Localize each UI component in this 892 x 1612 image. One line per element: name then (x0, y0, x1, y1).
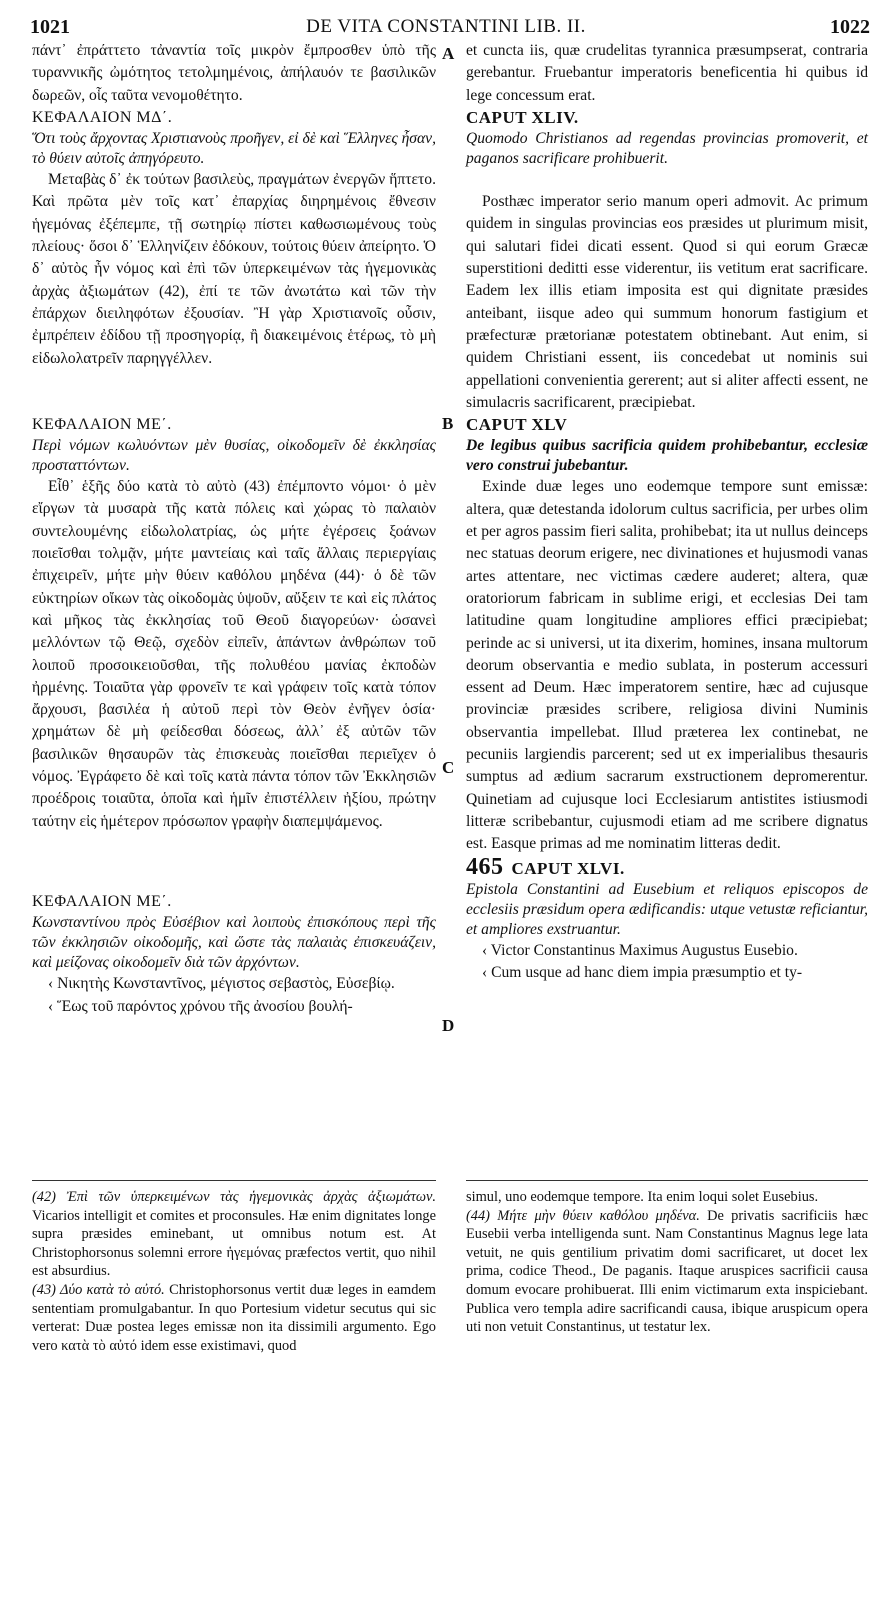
greek-chapter-44-text: Μεταβὰς δ᾽ ἐκ τούτων βασιλεὺς, πραγμάτων ἐνεργῶν ἥπτετο. Καὶ πρῶτα μὲν τοῖς κατ᾽ ἐπαρχίας διηρημένοις ἔθνεσιν ἡγεμόνας ἐξέπεμπε, τῇ σωτηρίῳ πίστει καθωσιωμένους τοὺς πλείους· ὅσοι δ᾽ Ἑλληνίζειν ἐδόκουν, τούτοις θύειν ἀπείρητο. Ὁ δ᾽ αὐτὸς ἦν νόμος καὶ ἐπὶ τῶν ὑπερκειμένων τὰς ἡγεμονικὰς ἀρχὰς ἀξιωμάτων (42), ἐπί τε τῶν ἀνωτάτω καὶ τῶν τὴν ἐπάρχων διειληφότων ἐξουσίαν. Ἢ γὰρ Χριστιανοῖς οὖσιν, ἐμπρέπειν ἐδίδου τῇ προσηγορίᾳ, ἢ διακειμένοις ἑτέρως, τὸ μὴ εἰδωλολατρεῖν παρηγγέλλεν. (32, 171, 436, 367)
margin-letter-b: B (442, 414, 454, 433)
page-number-right: 1022 (830, 16, 870, 38)
latin-chapter-45-title: CAPUT XLV (466, 415, 568, 435)
greek-chapter-45-summary: Περὶ νόμων κωλυόντων μὲν θυσίας, οἰκοδομεῖν δὲ ἐκκλησίας προσταττόντων. (32, 437, 436, 475)
greek-chapter-45-title: ΚΕΦΑΛΑΙΟΝ ΜΕ΄. (32, 415, 172, 433)
footnote-43-text: Christophorsonus vertit duæ leges in eamdem sententiam promulgabantur. In quo Portesium videtur secutus qui sic verterat: Duæ postea leges emissæ non ita dissimili argumento. Ego vero κατὰ τὸ αὐτό idem esse existimavi, quod (32, 1281, 436, 1354)
greek-chapter-46-summary: Κωνσταντίνου πρὸς Εὐσέβιον καὶ λοιποὺς ἐπισκόπους περὶ τῆς τῶν ἐκκλησιῶν οἰκοδομῆς, καὶ ὥστε τὰς παλαιὰς ἐπισκευάζειν, καὶ μείζονας οἰκοδομεῖν διὰ τῶν ἀρχόντων. (32, 914, 436, 972)
greek-letter-salutation: ‹ Νικητὴς Κωνσταντῖνος, μέγιστος σεβαστὸς, Εὐσεβίῳ. (48, 975, 395, 993)
column-number-465: 465 (466, 853, 504, 880)
page-number-left: 1021 (30, 16, 70, 38)
latin-chapter-46-summary: Epistola Constantini ad Eusebium et reliquos episcopos de ecclesiis præsidum opera ædificandis: utque vetustæ reficiantur, et ampliores exstruantur. (466, 880, 868, 938)
greek-chapter-44-summary: Ὅτι τοὺς ἄρχοντας Χριστιανοὺς προῆγεν, εἰ δὲ καὶ Ἕλληνες ἦσαν, τὸ θύειν αὐτοῖς ἀπηγόρευτο. (32, 130, 436, 168)
latin-chapter-46-heading (466, 853, 868, 880)
footnote-42-lemma: (42) Ἐπὶ τῶν ὑπερκειμένων τὰς ἡγεμονικὰς ἀρχὰς ἀξιωμάτων. (32, 1189, 436, 1205)
greek-chapter-45-text: Εἶθ᾽ ἑξῆς δύο κατὰ τὸ αὐτὸ (43) ἐπέμποντο νόμοι· ὁ μὲν εἴργων τὰ μυσαρὰ τῆς κατὰ πόλεις καὶ χώρας τὸ παλαιὸν συντελουμένης εἰδωλολατρίας, ὡς μήτε ἐγέρσεις ξοάνων ποιεῖσθαι τολμᾷν, μήτε μαντείαις καὶ ταῖς ἄλλαις περιεργίαις ἐπιχειρεῖν, μήτε μὴν θύειν καθόλου μηδένα (44)· ὁ δὲ τῶν εὐκτηρίων οἴκων τὰς οἰκοδομὰς ὑψοῦν, αὔξειν τε καὶ εἰς πλάτος καὶ μῆκος τὰς ἐκκλησίας τοῦ Θεοῦ διαγορεύων· ὡσανεὶ μελλόντων τῷ Θεῷ, σχεδὸν εἰπεῖν, ἁπάντων ἀνθρώπων τοῦ λοιποῦ προσοικειοῦσθαι, τῆς πολυθέου μανίας ἐκποδὼν ἠρμένης. Τοιαῦτα γὰρ φρονεῖν τε καὶ γράφειν τοῖς κατὰ τόπον ἄρχουσι, βασιλέα ἡ αὐτοῦ περὶ τὸν Θεὸν ἐνῆγεν ὁσία· χρημάτων δὲ μὴ φείδεσθαι δόσεως, ἀλλ᾽ ἐξ αὐτῶν τῶν βασιλικῶν θησαυρῶν τὰς ἐπισκευὰς ποιεῖσθαι περιεῖχεν ὁ νόμος. Ἐγράφετο δὲ καὶ τοῖς κατὰ πάντα τόπον τῶν Ἐκκλησιῶν προέδροις τοιαῦτα, ὁποῖα καὶ ἡμῖν ἐπιστέλλειν ἠξίου, πρώτην ταύτην εἰς ἡμέτερον πρόσωπον γραφὴν διαπεμψάμενος. (32, 478, 436, 830)
margin-letter-a: A (442, 44, 455, 63)
greek-letter-opening: ‹ Ἕως τοῦ παρόντος χρόνου τῆς ἀνοσίου βουλή- (48, 997, 353, 1015)
footnote-42 (32, 1188, 436, 1281)
margin-letter-d: D (442, 1016, 455, 1035)
running-title: DE VITA CONSTANTINI LIB. II. (306, 16, 586, 37)
latin-chapter-45-text: Exinde duæ leges uno eodemque tempore sunt emissæ: altera, quæ detestanda idolorum cultus sacrificia, per urbes olim et per agros passim fieri salita, prohibebat; ita ut nullus deinceps nec statuas deorum erigere, nec divinationes et hujusmodi vanas artes attentare, nec victimas cædere auderet; altera, quæ oratoriorum fabricam in sublime erigi, et ecclesias Dei tam latitudine quam longitudine ampliores effici præcipiebat; perinde ac si universi, ut ita dixerim, homines, insana multorum deorum observantia e medio sublata, in posterum accessuri essent ad Deum. Hæc imperatorem sentire, hæc ad cujusque provinciæ præsides scribere, religiosa divini Numinis observantia impellebat. Illud præterea lex continebat, ne pecuniis largiendis parcerent; sed ut ex imperialibus thesauris sumptus ad ædium sacrarum exstructionem depromerentur. Quinetiam ad cujusque loci Ecclesiarum antistites istiusmodi litteræ scribebantur, cujusmodi etiam ad me scribere dignatus est. Easque primas ad me nominatim litteras dedit. (466, 478, 868, 853)
latin-chapter-45-summary: De legibus quibus sacrificia quidem prohibebantur, ecclesiæ vero construi jubebantur. (466, 437, 868, 475)
notes-divider-right (466, 1180, 868, 1181)
running-header (0, 8, 892, 44)
latin-letter-opening: ‹ Cum usque ad hanc diem impia præsumptio et ty- (482, 964, 803, 982)
footnote-44-text: De privatis sacrificiis hæc Eusebii verba intelligenda sunt. Nam Constantinus Magnus lege lata vetuit, ne quis gentilium privatim domi sacrificaret, ut docet lex prima, codice Theod., De paganis. Itaque aruspices sacrificii causa domum evocare prohibuerat. Illi enim victimarum exta inspiciebant. Publica vero templa adire sacrificandi causa, ibique aruspicum opera uti non vetuit Constantinus, ut testatur lex. (466, 1207, 868, 1336)
greek-column (32, 40, 436, 1018)
latin-chapter-46-title: CAPUT XLVI. (511, 858, 625, 878)
footnote-43 (32, 1281, 436, 1355)
footnotes-left (32, 1188, 436, 1355)
footnote-44-lemma: (44) Μήτε μὴν θύειν καθόλου μηδένα. (466, 1207, 700, 1224)
greek-opening-paragraph: πάντ᾽ ἐπράττετο τἀναντία τοῖς μικρὸν ἔμπροσθεν ὑπὸ τῆς τυραννικῆς ὠμότητος τετολμημένοις, ἀπήλαυόν τε βασιλικῶν δωρεῶν, οἷς ταῦτα νενομοθέτητο. (32, 42, 436, 104)
footnote-43-continued: simul, uno eodemque tempore. Ita enim loqui solet Eusebius. (466, 1189, 819, 1205)
latin-chapter-44-title: CAPUT XLIV. (466, 107, 579, 127)
latin-letter-salutation: ‹ Victor Constantinus Maximus Augustus Eusebio. (482, 941, 798, 959)
greek-chapter-46-title: ΚΕΦΑΛΑΙΟΝ ΜΕ΄. (32, 892, 172, 910)
footnote-43-lemma: (43) Δύο κατὰ τὸ αὐτό. (32, 1281, 165, 1298)
footnotes-right (466, 1188, 868, 1337)
latin-chapter-44-text: Posthæc imperator serio manum operi admovit. Ac primum quidem in singulas provincias eos præsides ut plurimum misit, qui salutari fidei dicati essent. Quod si qui eorum Græcæ superstitioni deditti esse viderentur, iis vetitum erat sacrificare. Eadem lex illis etiam imposita est qui dignitate præsides anteibant, iisque adeo qui summum honorum fastigium et præfecturæ prætorianæ potestatem obtinebant. Aut enim, si quidem Christiani essent, iis concedebat ut nominis sui appellationi convenientia gererent; aut si aliter affecti essent, ne simulacris sacrificarent, præcipiebat. (466, 193, 868, 411)
latin-column (466, 40, 868, 984)
latin-opening-paragraph: et cuncta iis, quæ crudelitas tyrannica præsumpserat, contraria gerebantur. Fruebantur imperatoris beneficentia hi quibus id lege concessum erat. (466, 42, 868, 104)
footnote-44 (466, 1207, 868, 1337)
latin-chapter-44-summary: Quomodo Christianos ad regendas provincias promoverit, et paganos sacrificare prohibuerit. (466, 130, 868, 168)
notes-divider-left (32, 1180, 436, 1181)
greek-chapter-44-title: ΚΕΦΑΛΑΙΟΝ ΜΔ΄. (32, 108, 173, 126)
margin-letter-c: C (442, 758, 455, 777)
footnote-42-text: Vicarios intelligit et comites et proconsules. Hæ enim dignitates longe supra præsides eminebant, ut omnibus notum est. At Christophorsonus solemni errore ἡγεμόνας præfectos vertit, quo nihil est absurdius. (32, 1207, 436, 1280)
